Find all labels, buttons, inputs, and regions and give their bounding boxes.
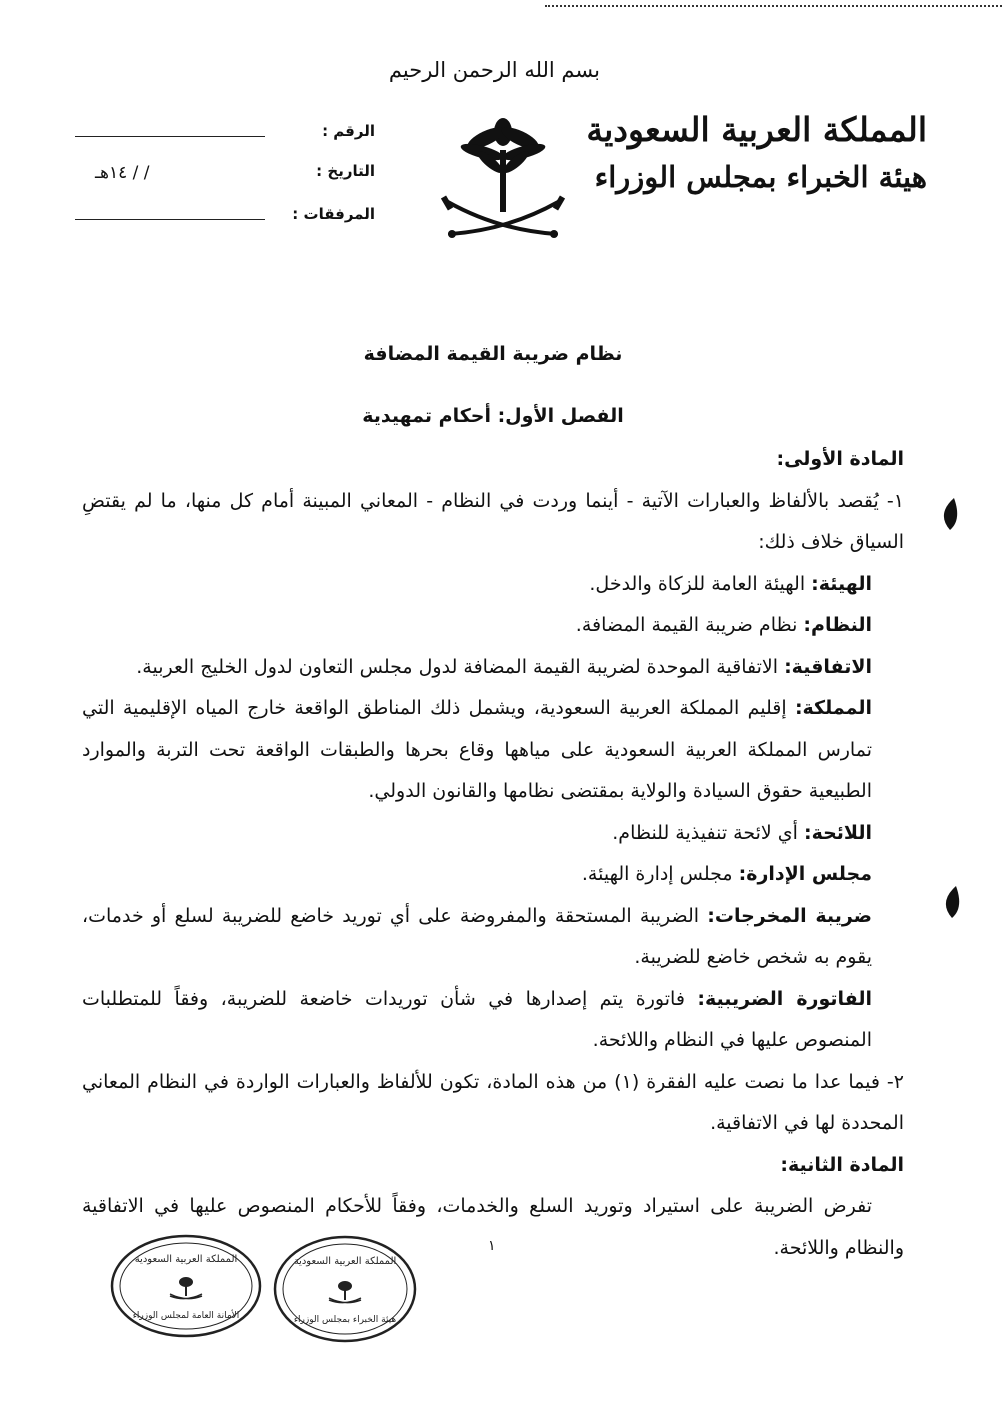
council-name: هيئة الخبراء بمجلس الوزراء bbox=[594, 160, 927, 194]
top-dotted-rule bbox=[545, 5, 1002, 7]
chapter-title: الفصل الأول: أحكام تمهيدية bbox=[362, 404, 624, 427]
item-text: يُقصد بالألفاظ والعبارات الآتية - أينما وردت في النظام - المعاني المبينة أمام كل منها، ما لم يقتضِ السياق خلاف ذلك: bbox=[82, 489, 904, 553]
date-label: التاريخ : bbox=[316, 162, 375, 180]
item-text: فيما عدا ما نصت عليه الفقرة (١) من هذه المادة، تكون للألفاظ والعبارات الواردة في النظام المعاني المحددة لها في الاتفاقية. bbox=[82, 1070, 904, 1134]
definition-item bbox=[82, 564, 872, 606]
item-number: ١- bbox=[886, 489, 904, 512]
definition-text: الضريبة المستحقة والمفروضة على أي توريد خاضع للضريبة لسلع أو خدمات، يقوم به شخص خاضع للضريبة. bbox=[82, 904, 872, 968]
punch-hole-mark bbox=[934, 882, 964, 922]
definition-term: النظام: bbox=[803, 614, 872, 636]
definition-item bbox=[82, 813, 872, 855]
basmala: بسم الله الرحمن الرحيم bbox=[388, 58, 600, 82]
definition-text: فاتورة يتم إصدارها في شأن توريدات خاضعة للضريبة، وفقاً للمتطلبات المنصوص عليها في النظام واللائحة. bbox=[82, 987, 872, 1051]
definition-text: مجلس إدارة الهيئة. bbox=[581, 863, 733, 885]
definition-term: الهيئة: bbox=[811, 572, 872, 595]
svg-text:المملكة العربية السعودية: المملكة العربية السعودية bbox=[134, 1254, 238, 1265]
article-1-item-1 bbox=[82, 481, 904, 564]
definition-text: الهيئة العامة للزكاة والدخل. bbox=[589, 572, 806, 595]
definition-item bbox=[82, 854, 872, 896]
definition-term: اللائحة: bbox=[803, 821, 872, 844]
article-2-text: تفرض الضريبة على استيراد وتوريد السلع والخدمات، وفقاً للأحكام المنصوص عليها في الاتفاقية والنظام واللائحة. bbox=[82, 1195, 904, 1259]
saudi-emblem-icon bbox=[438, 110, 568, 250]
page-number: ١ bbox=[488, 1238, 496, 1254]
definition-item bbox=[82, 896, 872, 979]
date-value: / / ١٤هـ bbox=[95, 163, 150, 183]
attachments-line bbox=[75, 219, 265, 220]
definition-item bbox=[82, 647, 872, 689]
kingdom-name: المملكة العربية السعودية bbox=[586, 110, 927, 149]
definition-item bbox=[82, 688, 872, 813]
article-1-item-2 bbox=[82, 1062, 904, 1145]
definition-item bbox=[82, 979, 872, 1062]
definition-term: ضريبة المخرجات: bbox=[707, 904, 873, 927]
definition-term: الفاتورة الضريبية: bbox=[697, 987, 872, 1010]
svg-text:هيئة الخبراء بمجلس الوزراء: هيئة الخبراء بمجلس الوزراء bbox=[293, 1315, 397, 1325]
svg-text:المملكة العربية السعودية: المملكة العربية السعودية bbox=[293, 1256, 397, 1267]
attachments-field bbox=[75, 205, 375, 225]
definition-term: مجلس الإدارة: bbox=[738, 863, 872, 885]
punch-hole-mark bbox=[932, 494, 962, 534]
general-secretariat-stamp bbox=[108, 1232, 264, 1340]
item-number: ٢- bbox=[886, 1070, 904, 1093]
definition-term: الاتفاقية: bbox=[784, 655, 872, 678]
definition-text: أي لائحة تنفيذية للنظام. bbox=[612, 821, 798, 844]
definition-text: الاتفاقية الموحدة لضريبة القيمة المضافة لدول مجلس التعاون لدول الخليج العربية. bbox=[136, 655, 779, 678]
svg-text:الأمانة العامة لمجلس الوزراء: الأمانة العامة لمجلس الوزراء bbox=[132, 1311, 240, 1321]
reference-line bbox=[75, 136, 265, 137]
reference-number-field bbox=[75, 122, 375, 142]
document-title: نظام ضريبة القيمة المضافة bbox=[363, 343, 623, 365]
definition-text: نظام ضريبة القيمة المضافة. bbox=[575, 614, 798, 636]
experts-commission-stamp bbox=[272, 1234, 418, 1344]
definition-text: إقليم المملكة العربية السعودية، ويشمل ذلك المناطق الواقعة خارج المياه الإقليمية التي تمارس المملكة العربية السعودية على مياهها وقاع بحرها والطبقات الواقعة تحت التربة والموارد الطبيعية حقوق السيادة والولاية بمقتضى نظامها والقانون الدولي. bbox=[82, 697, 872, 802]
document-body bbox=[82, 334, 904, 1269]
article-1-heading: المادة الأولى: bbox=[776, 448, 904, 470]
definitions-list bbox=[82, 564, 904, 1062]
attachments-label: المرفقات : bbox=[292, 205, 375, 223]
definition-term: المملكة: bbox=[794, 697, 872, 719]
definition-item bbox=[82, 605, 872, 647]
article-2-heading: المادة الثانية: bbox=[780, 1153, 904, 1176]
reference-label: الرقم : bbox=[322, 122, 375, 140]
